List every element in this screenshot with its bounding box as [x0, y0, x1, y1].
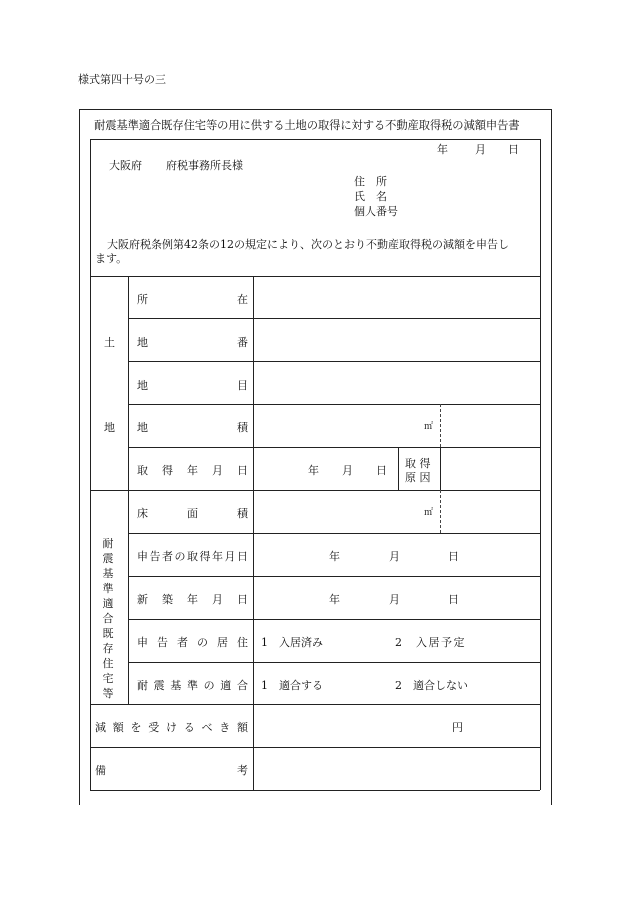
inner-top-border — [90, 139, 540, 140]
cause-right-line — [440, 447, 441, 490]
label-acquisition-date: 取 得 年 月 日 — [137, 464, 248, 477]
applicant-personal-number-label: 個人番号 — [354, 205, 398, 218]
row-line — [128, 533, 540, 534]
filing-year-label: 年 — [437, 143, 448, 156]
label-floor-area: 床 面 積 — [137, 507, 248, 520]
label-land-area: 地 積 — [137, 421, 248, 434]
construction-month: 月 — [389, 593, 400, 606]
row-line — [128, 447, 540, 448]
acq-day-label: 日 — [376, 464, 387, 477]
recipient-office: 府税事務所長様 — [166, 159, 243, 172]
reduction-unit: 円 — [452, 721, 463, 734]
label-remarks: 備 考 — [95, 764, 248, 777]
label-construction-date: 新 築 年 月 日 — [137, 593, 248, 606]
declaration-line-1: 大阪府税条例第42条の12の規定により、次のとおり不動産取得税の減額を申告し — [107, 238, 509, 251]
row-line — [90, 747, 540, 748]
residence-option-1[interactable]: 1 入居済み — [261, 636, 323, 649]
row-line — [128, 361, 540, 362]
label-location: 所 在 — [137, 293, 248, 306]
section-line — [90, 490, 540, 491]
applicant-acq-day: 日 — [448, 550, 459, 563]
table-top-line — [90, 276, 540, 277]
construction-day: 日 — [448, 593, 459, 606]
applicant-name-label: 氏 名 — [354, 190, 387, 203]
recipient-prefecture: 大阪府 — [109, 159, 142, 172]
floor-dashed-line — [440, 490, 441, 533]
acq-cause-label-1: 取 得 — [405, 457, 431, 470]
residence-option-2[interactable]: 2 入居予定 — [395, 636, 466, 649]
floor-area-unit: ㎡ — [424, 508, 434, 518]
acq-cause-label-2: 原 因 — [405, 471, 431, 484]
label-applicant-acq-date: 申 告 者 の 取 得 年 月 日 — [137, 550, 248, 563]
row-line — [128, 662, 540, 663]
row-line — [128, 619, 540, 620]
cause-left-line — [398, 447, 399, 490]
outer-left-border — [79, 109, 80, 805]
house-group-label: 耐 震 基 準 適 合 既 存 住 宅 等 — [102, 537, 114, 700]
outer-top-border — [79, 109, 551, 110]
outer-right-border — [551, 109, 552, 805]
row-line — [128, 318, 540, 319]
label-lot-number: 地 番 — [137, 336, 248, 349]
construction-year: 年 — [329, 593, 340, 606]
acq-year-label: 年 — [308, 464, 319, 477]
applicant-acq-month: 月 — [389, 550, 400, 563]
label-reduction-amount: 減 額 を 受 け る べ き 額 — [95, 721, 248, 734]
seismic-option-2[interactable]: 2 適合しない — [395, 679, 468, 692]
row-line — [128, 404, 540, 405]
land-area-unit: ㎡ — [424, 422, 434, 432]
section-line — [90, 704, 540, 705]
inner-left-border — [90, 139, 91, 790]
label-residence: 申 告 者 の 居 住 — [137, 636, 248, 649]
land-group-label-bottom: 地 — [104, 421, 115, 434]
declaration-line-2: ます。 — [95, 252, 128, 265]
filing-month-label: 月 — [475, 143, 486, 156]
seismic-option-1[interactable]: 1 適合する — [261, 679, 323, 692]
form-title: 耐震基準適合既存住宅等の用に供する土地の取得に対する不動産取得税の減額申告書 — [94, 119, 520, 132]
form-number: 様式第四十号の三 — [78, 73, 166, 86]
applicant-acq-year: 年 — [329, 550, 340, 563]
label-seismic: 耐 震 基 準 の 適 合 — [137, 679, 248, 692]
label-land-category: 地 目 — [137, 379, 248, 392]
filing-day-label: 日 — [508, 143, 519, 156]
label-column-line — [253, 276, 254, 790]
group-column-line — [128, 276, 129, 704]
row-line — [128, 576, 540, 577]
land-group-label-top: 土 — [104, 336, 115, 349]
inner-right-border — [540, 139, 541, 790]
acq-month-label: 月 — [342, 464, 353, 477]
area-dashed-line — [440, 404, 441, 447]
inner-bottom-border — [90, 790, 540, 791]
applicant-address-label: 住 所 — [354, 175, 387, 188]
